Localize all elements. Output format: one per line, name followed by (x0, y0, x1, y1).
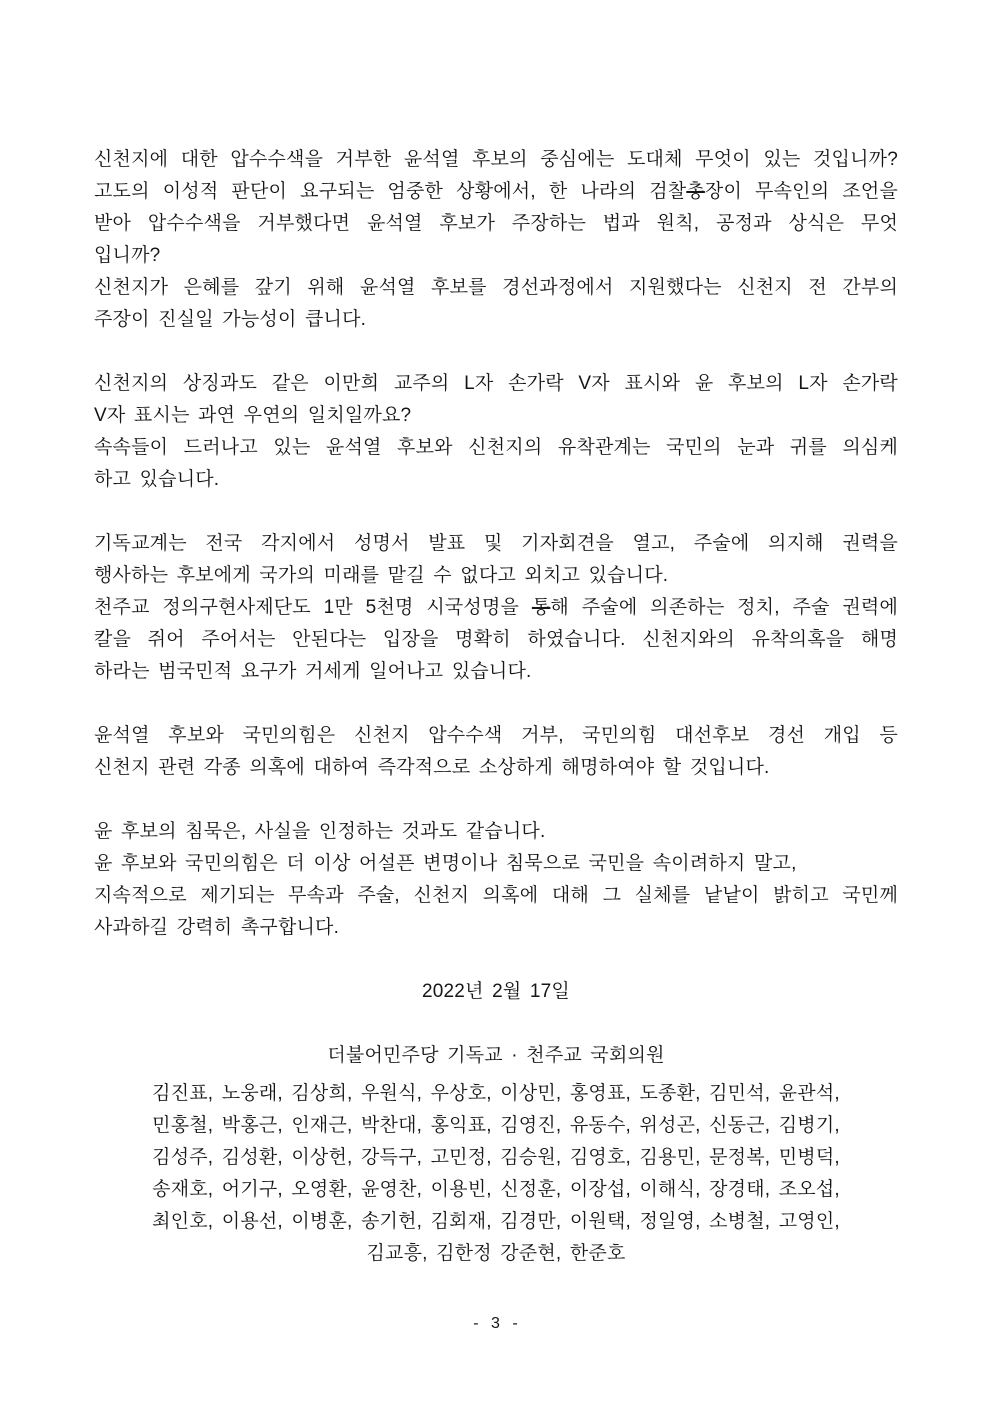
paragraph-line: 받아 압수수색을 거부했다면 윤석열 후보가 주장하는 법과 원칙, 공정과 상식은 무엇 (94, 213, 898, 234)
paragraph-line: 윤 후보의 침묵은, 사실을 인정하는 것과도 같습니다. (94, 821, 546, 842)
paragraph (94, 816, 898, 944)
signatories-line: 김교흥, 김한정 강준현, 한준호 (366, 1243, 626, 1264)
paragraph-line: 신천지 관련 각종 의혹에 대하여 즉각적으로 소상하게 해명하여야 할 것입니다. (94, 757, 770, 778)
paragraph-line: 하고 있습니다. (94, 469, 220, 490)
line-segment: 천주교 정의구현사제단도 1만 5천명 시국성명을 (94, 597, 532, 618)
paragraph-line: 신천지에 대한 압수수색을 거부한 윤석열 후보의 중심에는 도대체 무엇이 있는 것입니까? (94, 149, 898, 170)
struck-character: 통 (531, 597, 551, 618)
paragraph-line: 행사하는 후보에게 국가의 미래를 맡길 수 없다고 외치고 있습니다. (94, 565, 669, 586)
paragraph (94, 144, 898, 336)
line-segment: 고도의 이성적 판단이 요구되는 엄중한 상황에서, 한 나라의 검찰 (94, 181, 687, 202)
paragraph-line: 지속적으로 제기되는 무속과 주술, 신천지 의혹에 대해 그 실체를 낱낱이 밝히고 국민께 (94, 885, 898, 906)
paragraph-line (94, 176, 898, 208)
paragraph-line: 윤석열 후보와 국민의힘은 신천지 압수수색 거부, 국민의힘 대선후보 경선 개입 등 (94, 725, 898, 746)
paragraph-line: 주장이 진실일 가능성이 큽니다. (94, 309, 367, 330)
paragraph-line: V자 표시는 과연 우연의 일치일까요? (94, 405, 412, 426)
paragraph (94, 720, 898, 784)
paragraph-line: 신천지의 상징과도 같은 이만희 교주의 L자 손가락 V자 표시와 윤 후보의 L자 손가락 (94, 373, 898, 394)
paragraph-line: 기독교계는 전국 각지에서 성명서 발표 및 기자회견을 열고, 주술에 의지해 권력을 (94, 533, 898, 554)
signatories-line: 김성주, 김성환, 이상헌, 강득구, 고민정, 김승원, 김영호, 김용민, 문정복, 민병덕, (152, 1147, 840, 1168)
signatories-line: 송재호, 어기구, 오영환, 윤영찬, 이용빈, 신정훈, 이장섭, 이해식, 장경태, 조오섭, (152, 1179, 840, 1200)
signatories-line: 민홍철, 박홍근, 인재근, 박찬대, 홍익표, 김영진, 유동수, 위성곤, 신동근, 김병기, (152, 1115, 840, 1136)
paragraph-line: 속속들이 드러나고 있는 윤석열 후보와 신천지의 유착관계는 국민의 눈과 귀를 의심케 (94, 437, 898, 458)
paragraph-line: 신천지가 은혜를 갚기 위해 윤석열 후보를 경선과정에서 지원했다는 신천지 전 간부의 (94, 277, 898, 298)
signatories-line: 최인호, 이용선, 이병훈, 송기헌, 김회재, 김경만, 이원택, 정일영, 소병철, 고영인, (152, 1211, 840, 1232)
line-segment: 장이 무속인의 조언을 (704, 181, 898, 202)
page-number: - 3 - (473, 1315, 519, 1332)
paragraph (94, 368, 898, 496)
paragraph-line: 하라는 범국민적 요구가 거세게 일어나고 있습니다. (94, 661, 532, 682)
paragraph-line: 칼을 쥐어 주어서는 안된다는 입장을 명확히 하였습니다. 신천지와의 유착의혹을 해명 (94, 629, 898, 650)
paragraph-line: 입니까? (94, 245, 161, 266)
paragraph-line (94, 592, 898, 624)
signatories-line: 김진표, 노웅래, 김상희, 우원식, 우상호, 이상민, 홍영표, 도종환, 김민석, 윤관석, (152, 1083, 840, 1104)
statement-date: 2022년 2월 17일 (422, 981, 570, 1002)
struck-character: 총 (686, 181, 705, 202)
line-segment: 해 주술에 의존하는 정치, 주술 권력에 (550, 597, 898, 618)
signatories-byline: 더불어민주당 기독교 · 천주교 국회의원 (327, 1045, 665, 1066)
signatories-list (94, 1078, 898, 1270)
paragraph-line: 윤 후보와 국민의힘은 더 이상 어설픈 변명이나 침묵으로 국민을 속이려하지 말고, (94, 853, 797, 874)
paragraph-line: 사과하길 강력히 촉구합니다. (94, 917, 340, 938)
paragraph (94, 528, 898, 688)
